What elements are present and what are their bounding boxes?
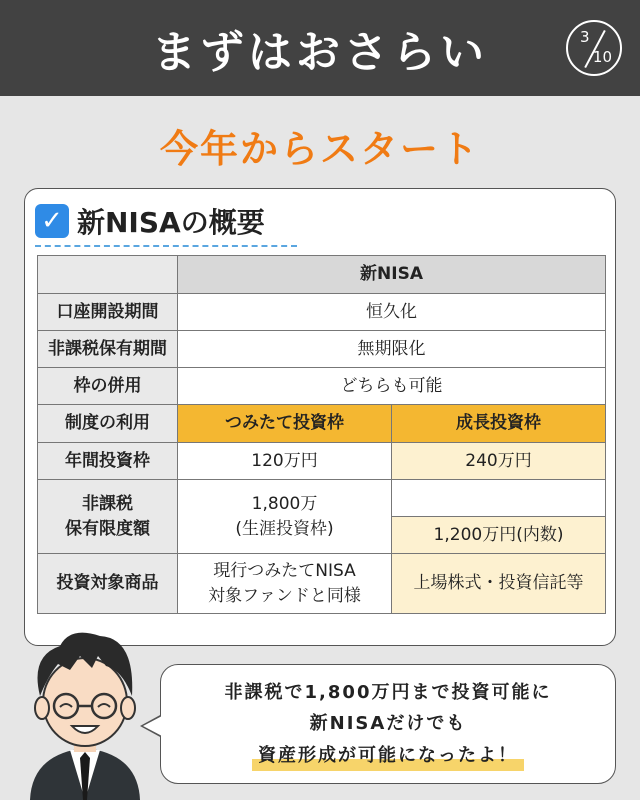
tsumitate-frame-header: つみたて投資枠 — [178, 405, 392, 443]
header-bar — [0, 0, 640, 96]
cell-value: 恒久化 — [178, 294, 606, 331]
cell-line: 対象ファンドと同様 — [208, 585, 361, 606]
speech-line: 非課税で1,800万円まで投資可能に — [224, 681, 552, 703]
column-header: 新NISA — [178, 256, 606, 294]
page-current: 3 — [580, 28, 590, 46]
speech-line: 新NISAだけでも — [309, 713, 467, 735]
cell-value: 120万円 — [178, 443, 392, 480]
section-heading — [35, 201, 265, 241]
table-row — [38, 554, 606, 614]
page-title: まずはおさらい — [152, 27, 488, 78]
row-label-line: 非課税 — [82, 493, 133, 514]
subtitle: 今年からスタート — [159, 127, 480, 171]
lifetime-limit-note: (生涯投資枠) — [235, 518, 334, 539]
row-label: 年間投資枠 — [38, 443, 178, 480]
corner-cell — [38, 256, 178, 294]
row-label: 非課税保有期間 — [38, 331, 178, 368]
cell-value: 上場株式・投資信託等 — [392, 554, 606, 614]
empty-cell — [392, 480, 606, 517]
page-indicator — [566, 20, 622, 76]
row-label: 枠の併用 — [38, 368, 178, 405]
cell-line: 現行つみたてNISA — [213, 560, 356, 581]
row-label-line: 保有限度額 — [65, 518, 150, 539]
cell-value — [178, 554, 392, 614]
row-label: 口座開設期間 — [38, 294, 178, 331]
cell-value: どちらも可能 — [178, 368, 606, 405]
overview-card — [24, 188, 616, 646]
page-total: 10 — [592, 48, 612, 66]
cell-value: 無期限化 — [178, 331, 606, 368]
table-row — [38, 405, 606, 443]
cell-value — [178, 480, 392, 554]
speech-bubble-tail-fill — [143, 716, 162, 736]
cell-value: 1,200万円(内数) — [392, 517, 606, 554]
row-label: 投資対象商品 — [38, 554, 178, 614]
growth-frame-header: 成長投資枠 — [392, 405, 606, 443]
cell-value: 240万円 — [392, 443, 606, 480]
dashed-underline — [35, 245, 297, 247]
table-row — [38, 480, 606, 517]
row-label — [38, 480, 178, 554]
speech-line-highlighted: 資産形成が可能になったよ！ — [252, 740, 524, 772]
table-row — [38, 331, 606, 368]
row-label: 制度の利用 — [38, 405, 178, 443]
nisa-overview-table — [37, 255, 606, 614]
checkbox-icon: ✓ — [35, 204, 69, 238]
speech-bubble — [160, 664, 616, 784]
table-row — [38, 256, 606, 294]
section-title: 新NISAの概要 — [77, 206, 265, 239]
table-row — [38, 368, 606, 405]
table-row — [38, 443, 606, 480]
lifetime-limit: 1,800万 — [251, 493, 318, 514]
table-row — [38, 294, 606, 331]
businessman-avatar — [20, 626, 150, 800]
